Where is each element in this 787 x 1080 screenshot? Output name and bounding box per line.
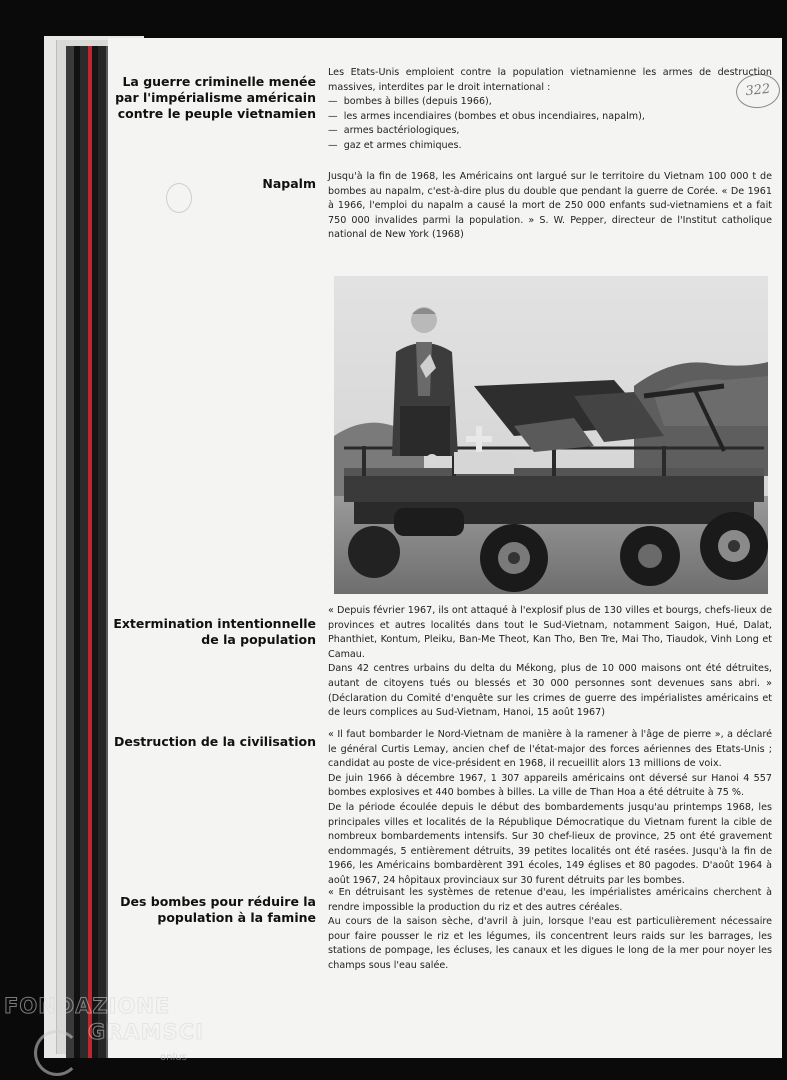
destruction-paragraph: « Il faut bombarder le Nord-Vietnam de manière à la ramener à l'âge de pierre », a déclaré le général Curtis Lemay, ancien chef de l'état-major des forces aériennes des Etats-Unis ; candidat au poste de vice-président en 1968, il recueillit alors 13 millions de voix. — [328, 729, 772, 770]
section-heading-extermination: Extermination intentionnelle de la population — [113, 616, 316, 647]
section-body-intro — [328, 66, 772, 154]
section-body-napalm — [328, 170, 772, 243]
archive-watermark — [0, 992, 204, 1080]
section-body-famine — [328, 886, 772, 974]
intro-lead: Les Etats-Unis emploient contre la population vietnamienne les armes de destruction massives, interdites par le droit international : — [328, 67, 772, 93]
weapons-list-item: — armes bactériologiques, — [328, 124, 772, 139]
weapons-list-item: — les armes incendiaires (bombes et obus incendiaires, napalm), — [328, 110, 772, 125]
section-body-extermination — [328, 604, 772, 721]
document-page — [108, 38, 782, 1058]
binding-strip — [66, 46, 74, 1058]
photo-priest-napalm-truck — [334, 276, 768, 594]
section-body-destruction — [328, 728, 772, 889]
section-heading-destruction: Destruction de la civilisation — [113, 734, 316, 749]
section-heading-intro: La guerre criminelle menée par l'impérialisme américain contre le peuple vietnamien — [115, 74, 316, 121]
binding-strip — [80, 46, 88, 1058]
destruction-paragraph: De juin 1966 à décembre 1967, 1 307 appareils américains ont déversé sur Hanoi 4 557 bombes explosives et 440 bombes à billes. La ville de Than Hoa a été détruite à 75 %. — [328, 772, 772, 799]
weapons-list — [328, 95, 772, 153]
extermination-paragraph: Dans 42 centres urbains du delta du Mékong, plus de 10 000 maisons ont été détruites, autant de citoyens tués ou blessés et 30 000 personnes sont devenues sans abri. » (Déclaration du Comité d'enquête sur les crimes de guerre des impérialistes américains et de leurs complices au Sud-Vietnam, Hanoi, 15 août 1967) — [328, 663, 772, 719]
handwritten-page-annotation: 322 — [734, 72, 781, 110]
watermark-line-1: FONDAZIONE — [4, 994, 171, 1018]
weapons-list-item: — bombes à billes (depuis 1966), — [328, 95, 772, 110]
famine-paragraph: « En détruisant les systèmes de retenue d'eau, les impérialistes américains cherchent à rendre impossible la production du riz et des autres céréales. — [328, 887, 772, 913]
famine-paragraph: Au cours de la saison sèche, d'avril à juin, lorsque l'eau est particulièrement nécessaire pour faire pousser le riz et les légumes, ils concentrent leurs raids sur les barrages, les stations de pompage, les écluses, les canaux et les digues le long de la mer pour noyer les champs sous l'eau salée. — [328, 916, 772, 971]
section-heading-napalm: Napalm — [262, 176, 316, 191]
watermark-logo-icon — [34, 1030, 80, 1076]
extermination-paragraph: « Depuis février 1967, ils ont attaqué à l'explosif plus de 130 villes et bourgs, chefs-lieux de provinces et autres localités dans tout le Sud-Vietnam, notamment Saigon, Hué, Dalat, Phanthiet, Kontum, Pleiku, Ban-Me Theot, Kan Tho, Ben Tre, Mai Tho, Tiaudok, Vinh Long et Camau. — [328, 605, 772, 660]
watermark-line-3: onlus — [160, 1052, 187, 1063]
binding-strip — [98, 46, 106, 1058]
watermark-line-2: GRAMSCI — [88, 1020, 204, 1044]
section-heading-famine: Des bombes pour réduire la population à la famine — [120, 894, 316, 925]
weapons-list-item: — gaz et armes chimiques. — [328, 139, 772, 154]
napalm-paragraph: Jusqu'à la fin de 1968, les Américains ont largué sur le territoire du Vietnam 100 000 t de bombes au napalm, c'est-à-dire plus du double que pendant la guerre de Corée. « De 1961 à 1966, l'emploi du napalm a causé la mort de 250 000 enfants sud-vietnamiens et a fait 750 000 invalides parmi la population. » S. W. Pepper, directeur de l'Institut catholique national de New York (1968) — [328, 171, 772, 241]
destruction-paragraph: De la période écoulée depuis le début des bombardements jusqu'au printemps 1968, les principales villes et localités de la République Démocratique du Vietnam furent la cible de nombreux bombardements intensifs. Sur 30 chef-lieux de province, 25 ont été gravement endommagés, 5 entièrement détruits, 39 petites localités ont été rasées. Jusqu'à la fin de 1966, les Américains bombardèrent 391 écoles, 149 églises et 80 pagodes. D'août 1964 à août 1967, 24 hôpitaux provinciaux sur 30 furent détruits par les bombes. — [328, 801, 772, 886]
